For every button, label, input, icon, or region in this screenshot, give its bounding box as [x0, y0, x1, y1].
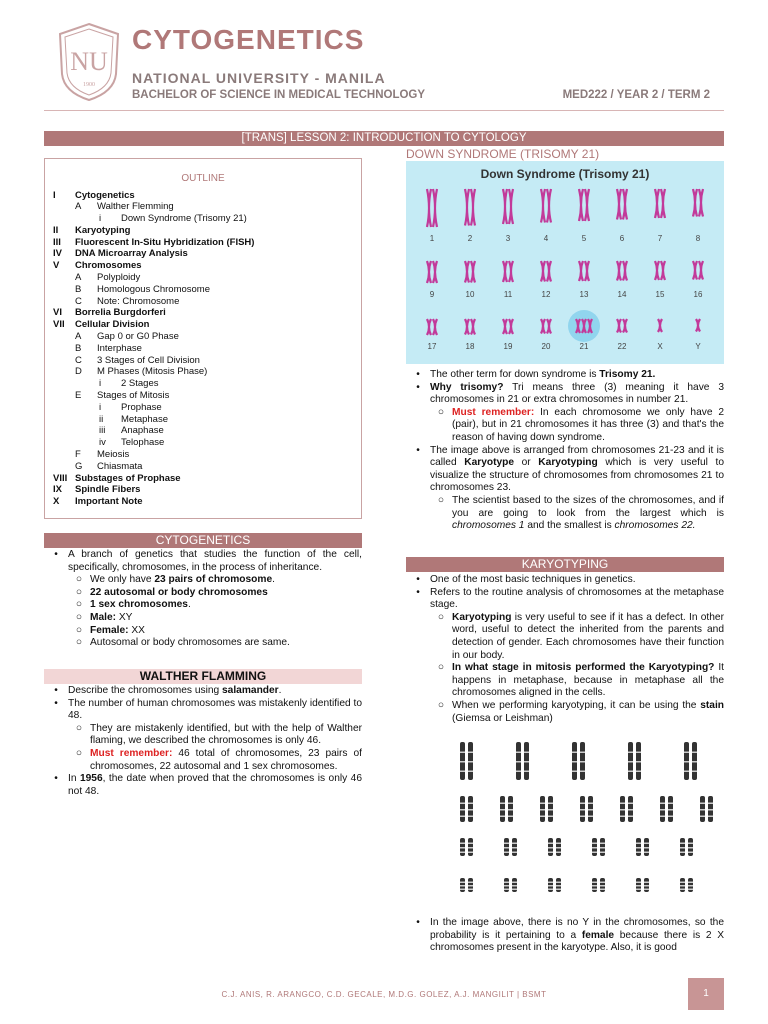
bullet-icon: •: [54, 697, 58, 709]
outline-item-number: II: [53, 224, 59, 236]
chromosome-pair: [636, 838, 649, 856]
karyotyping-heading: KARYOTYPING: [406, 557, 724, 572]
page-footer: [0, 978, 768, 1012]
outline-item-label: Stages of Mitosis: [97, 390, 170, 402]
chromosome-label: 3: [505, 234, 511, 243]
list-item: ○ They are mistakenly identified, but with the help of Walther flaming, we described the chromosomes is only 46.: [68, 723, 362, 748]
page-title: CYTOGENETICS: [132, 24, 365, 55]
outline-item-number: A: [75, 331, 82, 343]
logo-year: 1900: [83, 82, 95, 88]
chromosome-pair: [680, 838, 693, 856]
outline-item: [53, 378, 353, 390]
outline-item-label: Fluorescent In-Situ Hybridization (FISH): [75, 236, 255, 248]
bullet-icon: •: [54, 549, 58, 560]
bullet-icon: •: [416, 381, 420, 393]
university-logo-icon: [56, 22, 122, 102]
outline-item-number: D: [75, 366, 82, 378]
outline-item-label: Cellular Division: [75, 319, 150, 331]
karyotyping-note: [406, 917, 724, 955]
outline-item-number: iv: [99, 437, 106, 449]
university-name: NATIONAL UNIVERSITY - MANILA: [132, 70, 386, 86]
outline-item-number: i: [99, 378, 102, 390]
down-syndrome-karyotype-image: [406, 161, 724, 364]
list-item: • Describe the chromosomes using salamander.: [44, 685, 362, 698]
list-item: ○ 1 sex chromosomes.: [68, 599, 362, 612]
outline-item: [53, 225, 353, 237]
list-item: • In 1956, the date when proved that the chromosomes is only 46 not 48.: [44, 773, 362, 798]
chromosome-label: 13: [579, 290, 589, 299]
outline-item: [53, 237, 353, 249]
list-item: • In the image above, there is no Y in the chromosomes, so the probability is it pertaining to a female because there is 2 X chromosomes present in the karyotype. Also, it is good: [406, 917, 724, 955]
outline-item: [53, 248, 353, 260]
chromosome-pair-14: [617, 261, 627, 299]
outline-item-number: VII: [53, 319, 65, 331]
chromosome-label: 22: [617, 342, 627, 351]
chromosome-pair: [540, 796, 553, 822]
chromosome-pair: [516, 742, 529, 780]
bullet-icon: •: [416, 917, 420, 928]
chromosome-label: 7: [657, 234, 663, 243]
outline-item-number: G: [75, 460, 83, 472]
outline-item-label: M Phases (Mitosis Phase): [97, 366, 208, 378]
chromosome-pair-X: [657, 319, 663, 351]
list-item: ○ We only have 23 pairs of chromosome.: [68, 574, 362, 587]
page-number: 1: [688, 978, 724, 1010]
outline-item-number: iii: [99, 425, 106, 437]
down-syndrome-section: [406, 369, 724, 533]
bullet-icon: •: [416, 586, 420, 598]
chromosome-pair: [504, 838, 517, 856]
circle-bullet-icon: ○: [75, 586, 83, 598]
outline-title: OUTLINE: [181, 173, 225, 184]
outline-item-number: VIII: [53, 472, 68, 484]
chromosome-label: 11: [503, 290, 513, 299]
outline-item: [53, 272, 353, 284]
chromosome-pair-15: [655, 261, 665, 299]
chromosome-label: 16: [693, 290, 703, 299]
cytogenetics-section: [44, 549, 362, 650]
outline-item: [53, 484, 353, 496]
female-karyotype-image: [440, 738, 740, 916]
circle-bullet-icon: ○: [437, 494, 445, 506]
outline-item: [53, 473, 353, 485]
chromosome-pair-9: [427, 261, 437, 299]
outline-item-number: C: [75, 354, 82, 366]
outline-item-number: C: [75, 295, 82, 307]
outline-item-label: Note: Chromosome: [97, 295, 180, 307]
chromosome-pair-11: [503, 261, 513, 299]
chromosome-pair: [592, 878, 605, 892]
outline-item-number: A: [75, 272, 82, 284]
list-item: ○ In what stage in mitosis performed the Karyotyping? It happens in metaphase, because in metaphase all the chromosomes aligned in the cells.: [430, 662, 724, 700]
outline-item: [53, 355, 353, 367]
bullet-icon: •: [416, 444, 420, 456]
outline-item: [53, 213, 353, 225]
outline-item: [53, 366, 353, 378]
chromosome-pair: [460, 742, 473, 780]
outline-item: [53, 201, 353, 213]
chromosome-label: Y: [695, 342, 701, 351]
list-item: • Refers to the routine analysis of chromosomes at the metaphase stage.: [406, 587, 724, 612]
circle-bullet-icon: ○: [75, 722, 83, 734]
outline-item: [53, 319, 353, 331]
list-item: ○ The scientist based to the sizes of the chromosomes, and if you are going to look from the largest which is chromosomes 1 and the smallest is chromosomes 22.: [430, 495, 724, 533]
walther-flamming-section: [44, 685, 362, 798]
outline-item: [53, 449, 353, 461]
chromosome-pair: [620, 796, 633, 822]
chromosome-label: 12: [541, 290, 551, 299]
karyotype-figure: [406, 161, 724, 364]
outline-item-number: X: [53, 496, 60, 508]
list-item: • One of the most basic techniques in genetics.: [406, 574, 724, 587]
chromosome-pair: [684, 742, 697, 780]
outline-item-label: Substages of Prophase: [75, 472, 181, 484]
outline-item-label: Borrelia Burgdorferi: [75, 307, 166, 319]
chromosome-pair-17: [427, 319, 437, 351]
list-item: • Why trisomy? Tri means three (3) meaning it have 3 chromosomes in 21 or extra chromosomes in number 21.: [406, 382, 724, 407]
program-name: BACHELOR OF SCIENCE IN MEDICAL TECHNOLOGY: [132, 89, 426, 101]
outline-item: [53, 414, 353, 426]
chromosome-label: X: [657, 342, 663, 351]
chromosome-pair-8: [693, 189, 703, 243]
list-item: • The other term for down syndrome is Trisomy 21.: [406, 369, 724, 382]
chromosome-label: 1: [429, 234, 435, 243]
chromosome-label: 2: [467, 234, 473, 243]
chromosome-pair-10: [465, 261, 475, 299]
list-item: • A branch of genetics that studies the function of the cell, specifically, chromosomes, in the process of inheritance.: [44, 549, 362, 574]
outline-item-label: Walther Flemming: [97, 201, 174, 213]
chromosome-label: 10: [465, 290, 475, 299]
list-item: ○ Must remember: In each chromosome we only have 2 (pair), but in 21 chromosomes it has three (3) and that's the reason of having down syndrome.: [430, 407, 724, 445]
chromosome-label: 21: [579, 342, 589, 351]
outline-item-label: Chiasmata: [97, 460, 143, 472]
course-code: MED222 / YEAR 2 / TERM 2: [562, 89, 710, 101]
outline-item-number: I: [53, 189, 56, 201]
chromosome-pair-2: [465, 189, 475, 243]
bullet-icon: •: [416, 369, 420, 380]
outline-item-number: IX: [53, 484, 62, 496]
outline-item: [53, 284, 353, 296]
list-item: ○ Female: XX: [68, 625, 362, 638]
chromosome-pair: [636, 878, 649, 892]
chromosome-pair-4: [541, 189, 551, 243]
chromosome-pair-16: [693, 261, 703, 299]
chromosome-label: 20: [541, 342, 551, 351]
chromosome-pair: [500, 796, 513, 822]
bullet-icon: •: [416, 574, 420, 585]
outline-item: [53, 296, 353, 308]
outline-item-label: Spindle Fibers: [75, 484, 141, 496]
list-item: ○ Male: XY: [68, 612, 362, 625]
list-item: • The image above is arranged from chromosomes 21-23 and it is called Karyotype or Karyotyping which is very useful to visualize the structure of chromosomes from chromosomes 21 to chromosomes 23.: [406, 445, 724, 495]
list-item: ○ Must remember: 46 total of chromosomes, 23 pairs of chromosomes, 22 autosomal and 1 sex chromosomes.: [68, 748, 362, 773]
chromosome-pair: [460, 878, 473, 892]
chromosome-pair-21: [568, 310, 600, 351]
outline-item-number: F: [75, 449, 81, 461]
outline-item: [53, 331, 353, 343]
circle-bullet-icon: ○: [75, 574, 83, 586]
chromosome-pair-1: [427, 189, 437, 243]
outline-item-label: Metaphase: [121, 413, 169, 425]
outline-item-number: V: [53, 260, 60, 272]
chromosome-label: 18: [465, 342, 475, 351]
outline-item-label: Prophase: [121, 401, 162, 413]
outline-item-number: III: [53, 236, 61, 248]
outline-item-label: Chromosomes: [75, 260, 142, 272]
bullet-icon: •: [54, 685, 58, 696]
outline-list: [53, 190, 353, 509]
chromosome-pair: [460, 838, 473, 856]
page-header: [0, 0, 768, 112]
chromosome-pair: [504, 878, 517, 892]
outline-item: [53, 260, 353, 272]
chromosome-pair: [580, 796, 593, 822]
circle-bullet-icon: ○: [75, 624, 83, 636]
walther-flamming-heading: WALTHER FLAMMING: [44, 669, 362, 684]
list-item: ○ Autosomal or body chromosomes are same.: [68, 637, 362, 650]
outline-item-label: Polyploidy: [97, 272, 141, 284]
chromosome-label: 4: [543, 234, 549, 243]
chromosome-pair: [460, 796, 473, 822]
chromosome-pair-6: [617, 189, 627, 243]
outline-item: [53, 461, 353, 473]
chromosome-pair-20: [541, 319, 551, 351]
outline-item-label: Anaphase: [121, 425, 164, 437]
chromosome-label: 17: [427, 342, 437, 351]
chromosome-pair-19: [503, 319, 513, 351]
outline-item-label: 3 Stages of Cell Division: [97, 354, 200, 366]
cytogenetics-heading: CYTOGENETICS: [44, 533, 362, 548]
outline-item-number: i: [99, 213, 102, 225]
chromosome-pair: [628, 742, 641, 780]
outline-item-label: Telophase: [121, 437, 165, 449]
chromosome-pair-12: [541, 261, 551, 299]
chromosome-label: 8: [695, 234, 701, 243]
list-item: ○ When we performing karyotyping, it can be using the stain (Giemsa or Leishman): [430, 700, 724, 725]
outline-item-number: B: [75, 342, 82, 354]
chromosome-pair-5: [579, 189, 589, 243]
list-item: • The number of human chromosomes was mistakenly identified to 48.: [44, 698, 362, 723]
outline-item: [53, 425, 353, 437]
chromosome-label: 14: [617, 290, 627, 299]
outline-item-label: Down Syndrome (Trisomy 21): [121, 213, 247, 225]
outline-item-number: E: [75, 390, 82, 402]
outline-item: [53, 437, 353, 449]
chromosome-pair-Y: [695, 319, 701, 351]
outline-item: [53, 402, 353, 414]
chromosome-pair-7: [655, 189, 665, 243]
down-syndrome-heading: DOWN SYNDROME (TRISOMY 21): [406, 147, 600, 161]
image-title: Down Syndrome (Trisomy 21): [480, 167, 650, 181]
karyotyping-section: [406, 574, 724, 725]
outline-item: [53, 496, 353, 508]
circle-bullet-icon: ○: [75, 599, 83, 611]
outline-box: [44, 158, 362, 519]
chromosome-pair: [592, 838, 605, 856]
outline-item-number: B: [75, 283, 82, 295]
chromosome-pair-22: [617, 319, 627, 351]
outline-item-label: DNA Microarray Analysis: [75, 248, 188, 260]
circle-bullet-icon: ○: [75, 611, 83, 623]
chromosome-pair: [700, 796, 713, 822]
footer-authors: C.J. ANIS, R. ARANGCO, C.D. GECALE, M.D.G. GOLEZ, A.J. MANGILIT | BSMT: [221, 990, 547, 999]
outline-item-label: Interphase: [97, 342, 142, 354]
list-item: ○ Karyotyping is very useful to see if it has a defect. In other word, useful to detect the inherited from the parents and detection of gender. Each chromosomes have their function in our body.: [430, 612, 724, 662]
chromosome-label: 5: [581, 234, 587, 243]
header-divider: [44, 110, 724, 111]
circle-bullet-icon: ○: [75, 637, 83, 649]
chromosome-label: 19: [503, 342, 513, 351]
chromosome-pair: [572, 742, 585, 780]
outline-item-label: 2 Stages: [121, 378, 159, 390]
chromosome-pair-13: [579, 261, 589, 299]
circle-bullet-icon: ○: [75, 747, 83, 759]
outline-item: [53, 307, 353, 319]
circle-bullet-icon: ○: [437, 662, 445, 674]
chromosome-pair: [680, 878, 693, 892]
outline-item-label: Karyotyping: [75, 224, 131, 236]
outline-item-label: Cytogenetics: [75, 189, 135, 201]
outline-item-label: Gap 0 or G0 Phase: [97, 331, 179, 343]
outline-item-number: ii: [99, 413, 104, 425]
outline-item-label: Important Note: [75, 496, 143, 508]
chromosome-pair: [548, 838, 561, 856]
outline-item-number: IV: [53, 248, 62, 260]
chromosome-label: 6: [619, 234, 625, 243]
chromosome-label: 15: [655, 290, 665, 299]
chromosome-label: 9: [429, 290, 435, 299]
outline-item: [53, 390, 353, 402]
outline-item-label: Homologous Chromosome: [97, 283, 210, 295]
outline-item-number: VI: [53, 307, 62, 319]
outline-item: [53, 190, 353, 202]
outline-item-label: Meiosis: [97, 449, 130, 461]
circle-bullet-icon: ○: [437, 611, 445, 623]
outline-item-number: i: [99, 401, 102, 413]
bullet-icon: •: [54, 773, 58, 785]
logo-letters: NU: [70, 47, 108, 76]
list-item: ○ 22 autosomal or body chromosomes: [68, 587, 362, 600]
outline-item: [53, 343, 353, 355]
chromosome-pair: [548, 878, 561, 892]
chromosome-pair: [660, 796, 673, 822]
chromosome-pair-18: [465, 319, 475, 351]
circle-bullet-icon: ○: [437, 699, 445, 711]
circle-bullet-icon: ○: [437, 406, 445, 418]
outline-item-number: A: [75, 201, 82, 213]
lesson-title: [TRANS] LESSON 2: INTRODUCTION TO CYTOLOGY: [44, 131, 724, 146]
chromosome-pair-3: [503, 189, 513, 243]
